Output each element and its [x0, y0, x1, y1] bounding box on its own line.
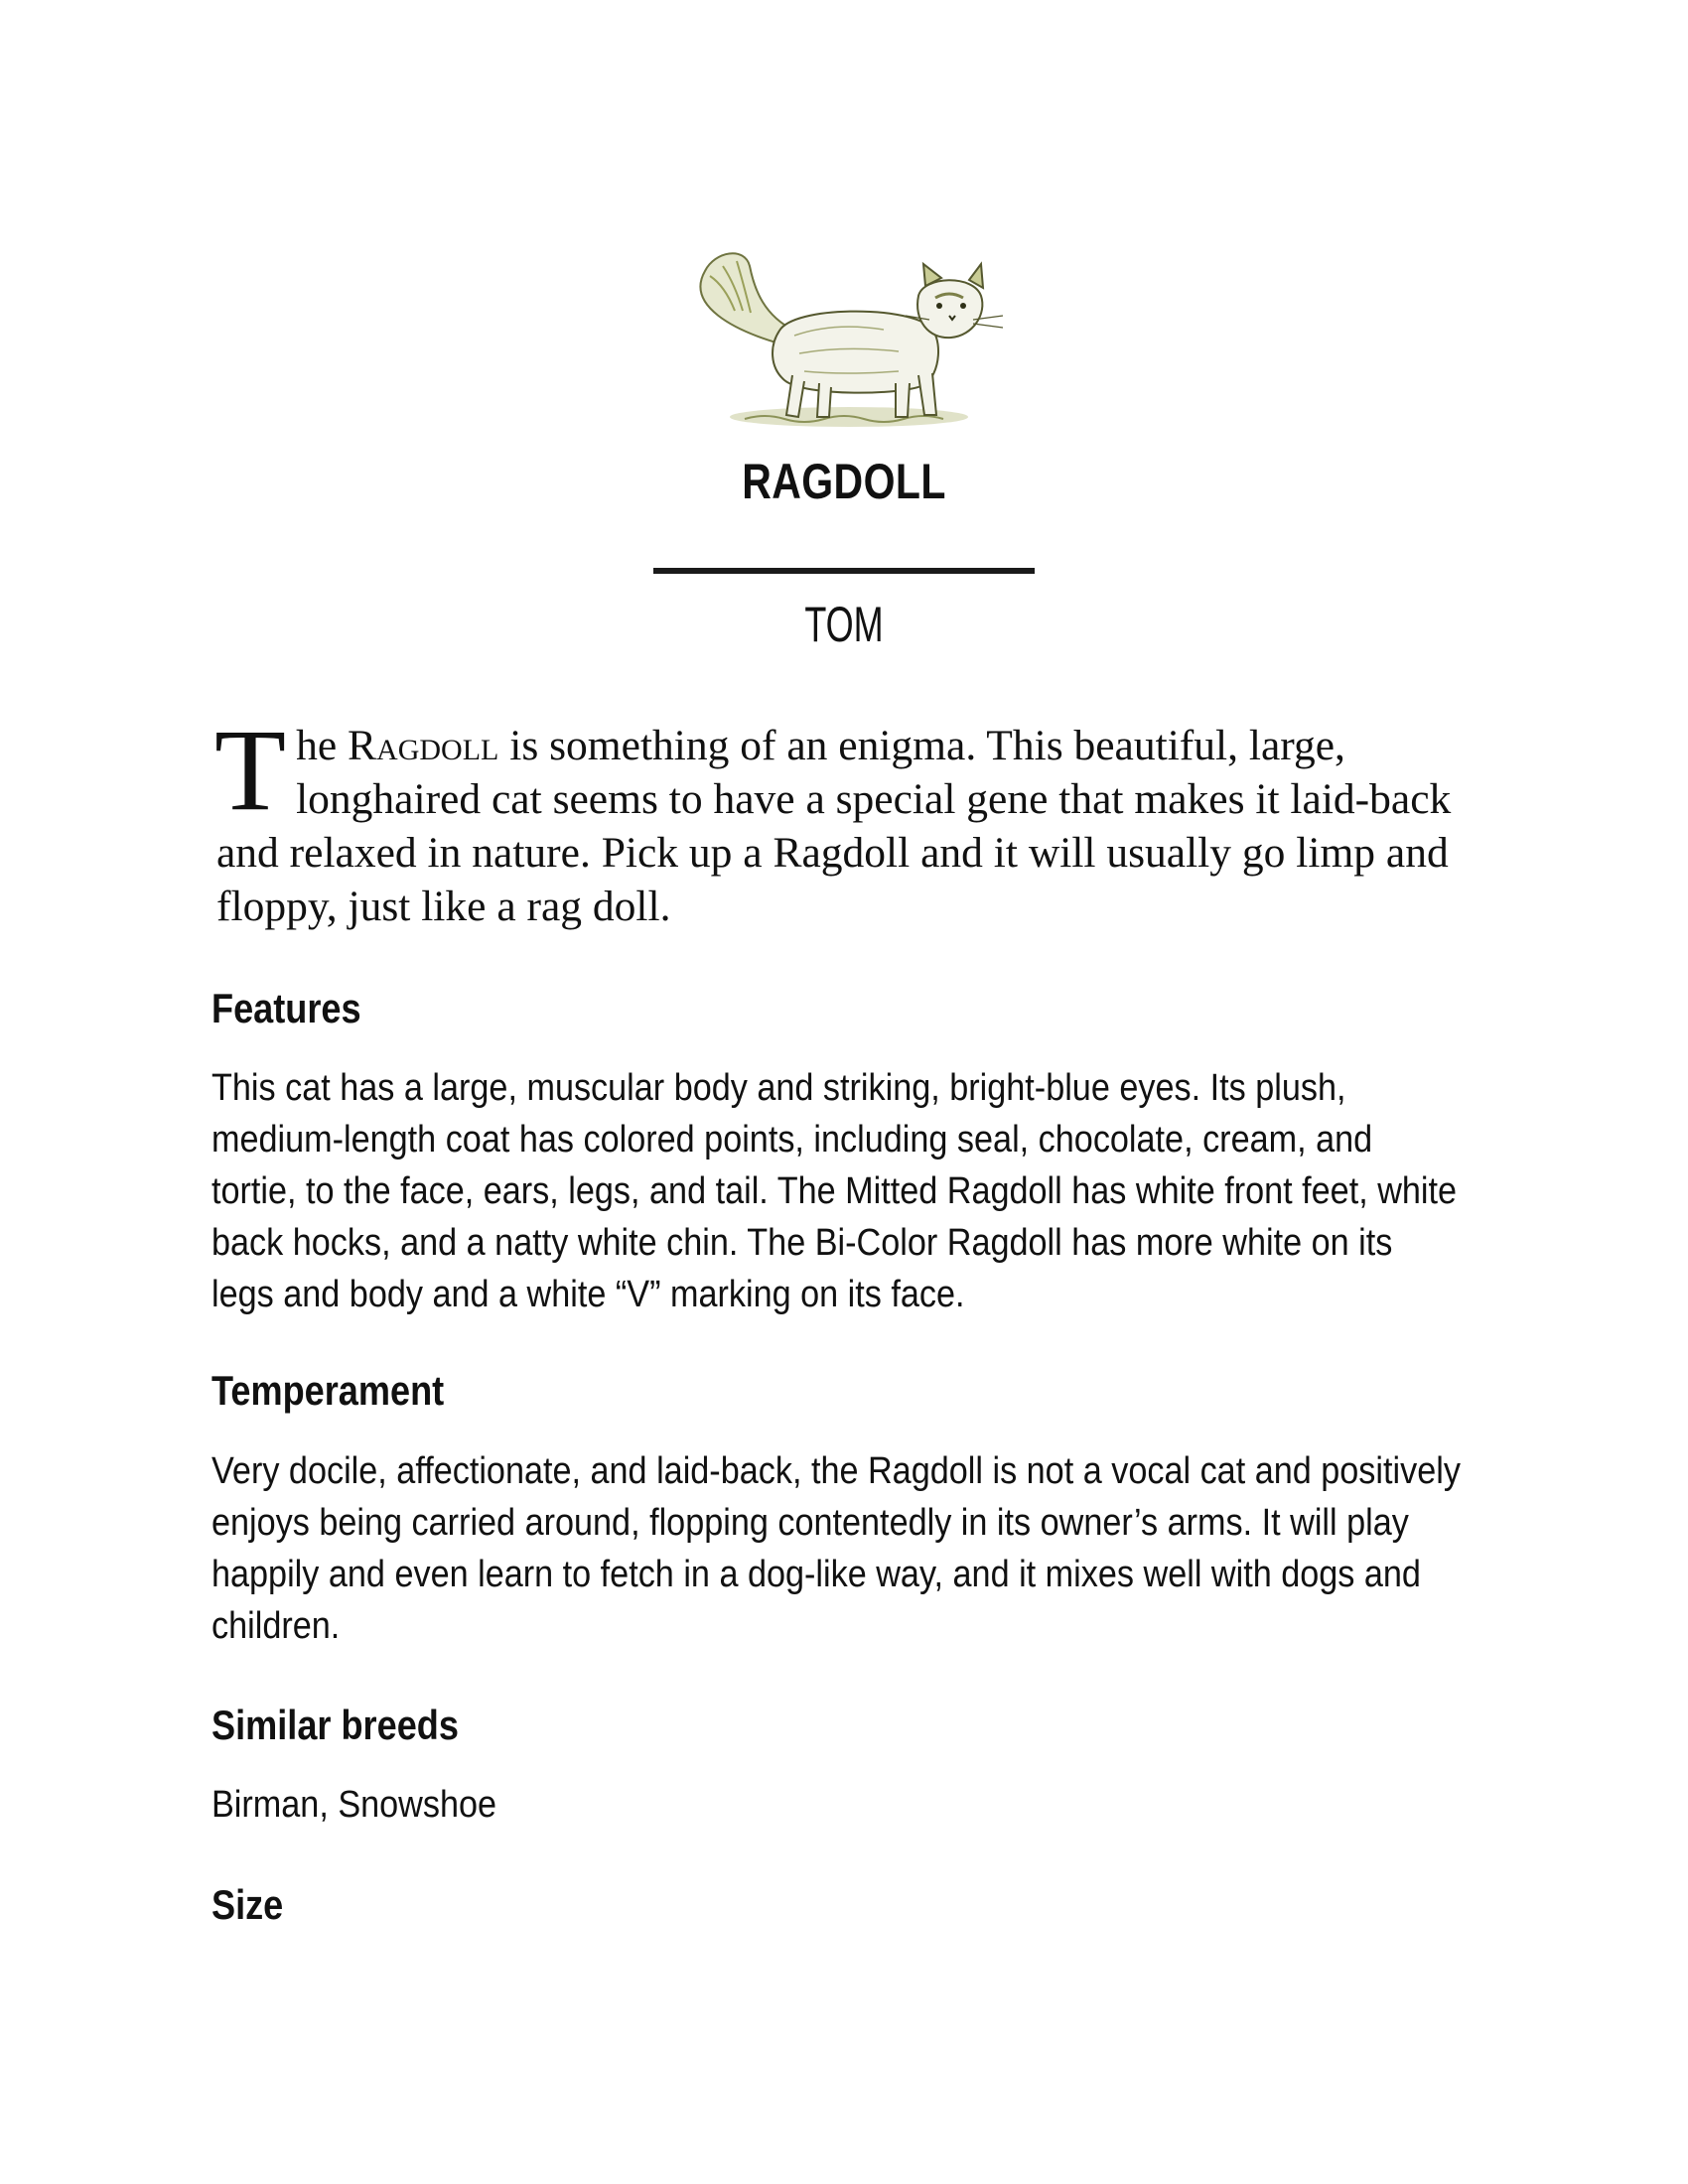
temperament-heading: Temperament [211, 1367, 445, 1414]
temperament-body: Very docile, affectionate, and laid-back, the Ragdoll is not a vocal cat and positively enjoys being carried around, flopping contentedly in its owner’s arms. It will play happily and even learn to fetch in a dog-like way, and it mixes well with dogs and children. [211, 1450, 1461, 1647]
ragdoll-cat-illustration [675, 236, 1013, 445]
intro-breed-name: Ragdoll [348, 722, 499, 769]
similar-breeds-body: Birman, Snowshoe [211, 1784, 497, 1826]
breed-title: RAGDOLL [742, 454, 946, 509]
features-body: This cat has a large, muscular body and striking, bright-blue eyes. Its plush, medium-length coat has colored points, including seal, chocolate, cream, and tortie, to the face, ears, legs, and tail. The Mitted Ragdoll has white front feet, white back hocks, and a natty white chin. The Bi-Color Ragdoll has more white on its legs and body and a white “V” marking on its face. [211, 1067, 1458, 1315]
title-divider [653, 568, 1035, 574]
similar-breeds-heading: Similar breeds [211, 1702, 459, 1748]
features-heading: Features [211, 985, 361, 1031]
breed-subtitle: TOM [804, 597, 884, 652]
intro-paragraph [214, 705, 1487, 933]
intro-lead-word: he [296, 722, 349, 769]
drop-cap: T [214, 705, 287, 835]
intro-text: is something of an enigma. This beautiful, large, longhaired cat seems to have a special gene that makes it laid-back and relaxed in nature. Pick up a Ragdoll and it will usually go limp and floppy, just like a rag doll. [216, 722, 1452, 930]
size-heading: Size [211, 1881, 284, 1928]
